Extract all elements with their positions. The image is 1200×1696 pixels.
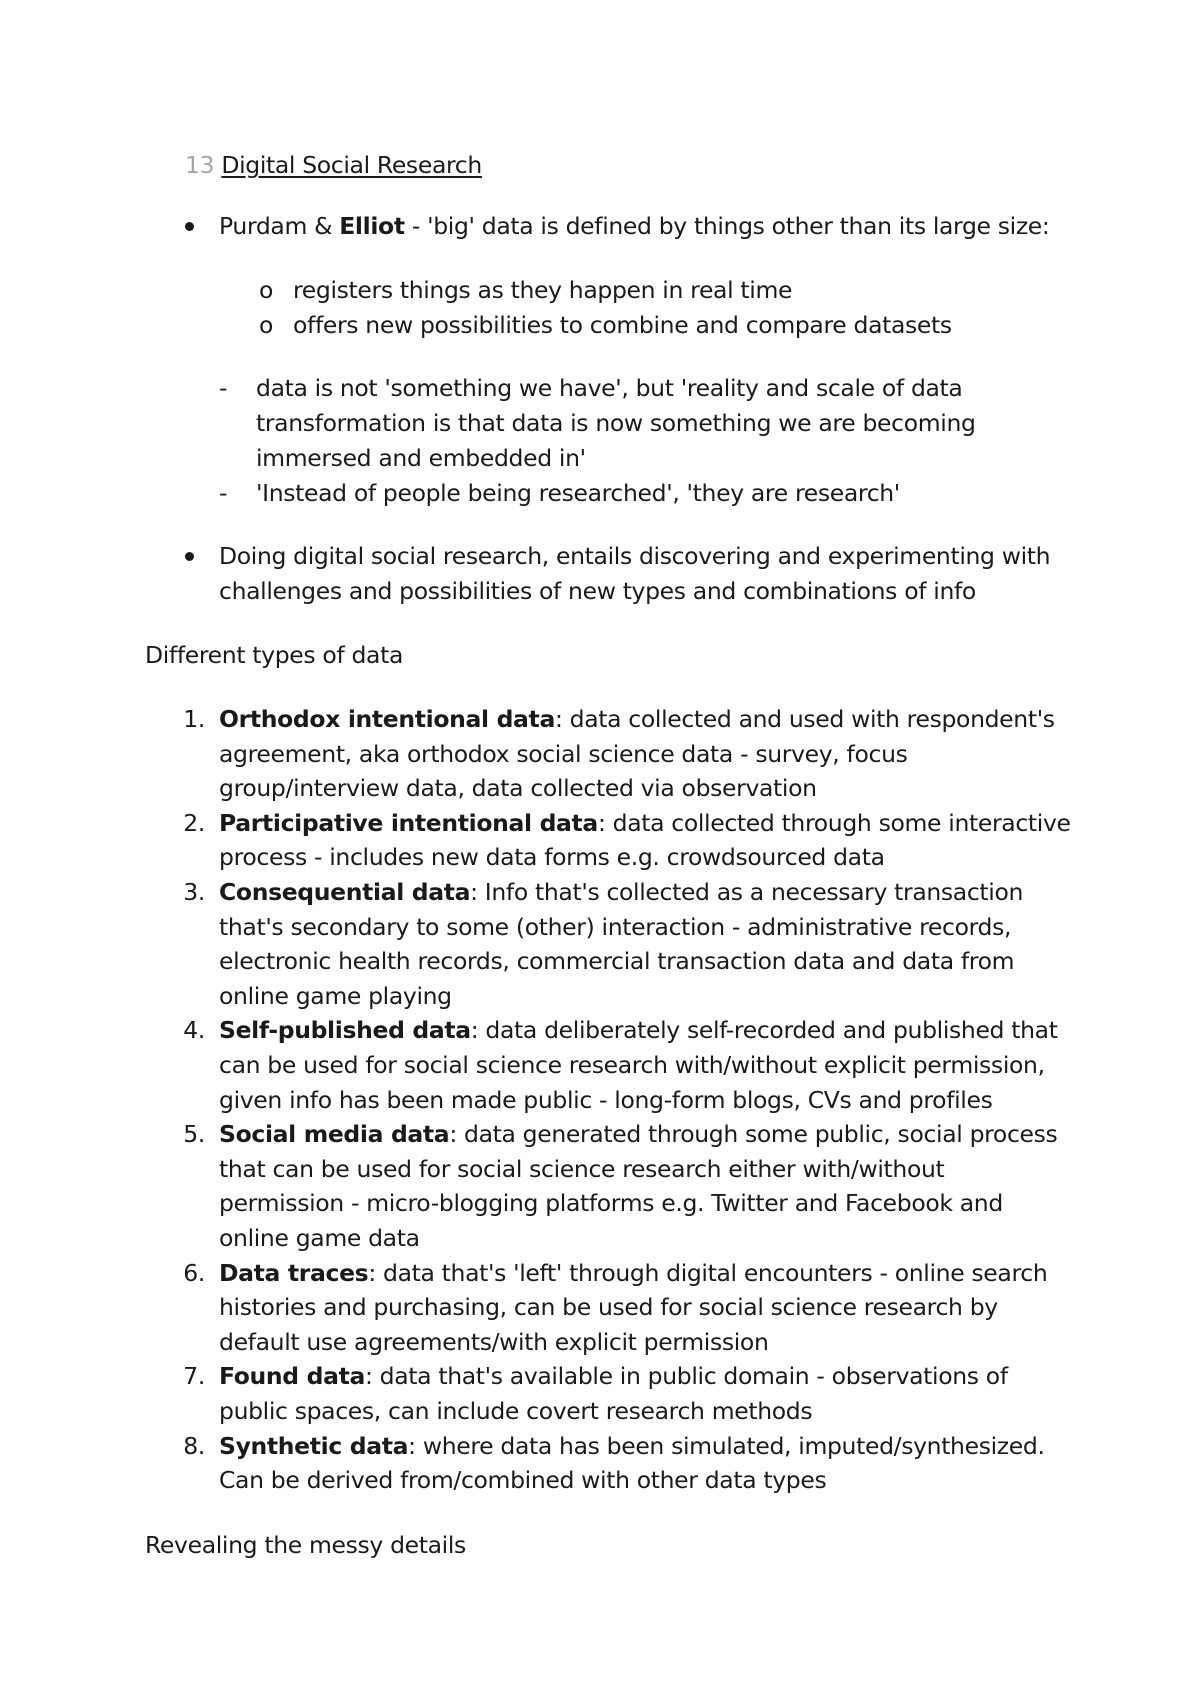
dash-item-line: transformation is that data is now something we are becoming: [256, 409, 976, 437]
list-number: 1.: [183, 705, 205, 733]
section-heading: Different types of data: [145, 641, 404, 669]
bold-term: Self-published data: [219, 1016, 471, 1045]
bullet-dot: [185, 552, 194, 561]
sub-list-item: registers things as they happen in real time: [293, 276, 793, 304]
bold-term: Synthetic data: [219, 1431, 409, 1460]
list-item: Found data: data that's available in public domain - observations of: [219, 1362, 1008, 1391]
bold-term: Social media data: [219, 1120, 450, 1149]
list-item: Social media data: data generated through some public, social process: [219, 1120, 1058, 1149]
list-number: 8.: [183, 1431, 205, 1460]
list-item-continuation: electronic health records, commercial transaction data and data from: [219, 947, 1015, 976]
bold-term: Found data: [219, 1362, 365, 1391]
bullet-item-line: Doing digital social research, entails discovering and experimenting with: [219, 542, 1051, 570]
sub-bullet-marker: o: [259, 311, 274, 339]
list-item-continuation: that's secondary to some (other) interaction - administrative records,: [219, 912, 1012, 941]
sub-bullet-marker: o: [259, 276, 274, 304]
page-title: Digital Social Research: [221, 151, 482, 179]
list-item-continuation: can be used for social science research with/without explicit permission,: [219, 1051, 1045, 1079]
section-heading: Revealing the messy details: [145, 1531, 466, 1559]
list-item: Data traces: data that's 'left' through digital encounters - online search: [219, 1258, 1048, 1287]
list-item-continuation: online game playing: [219, 981, 452, 1010]
list-item-continuation: that can be used for social science research either with/without: [219, 1154, 945, 1183]
dash-marker: -: [219, 374, 228, 402]
list-item: Participative intentional data: data collected through some interactive: [219, 808, 1071, 837]
list-item-continuation: default use agreements/with explicit permission: [219, 1327, 769, 1356]
heading: [185, 148, 482, 183]
list-item: Self-published data: data deliberately self-recorded and published that: [219, 1016, 1058, 1045]
list-item-continuation: agreement, aka orthodox social science data - survey, focus: [219, 739, 908, 768]
bullet-dot: [185, 222, 194, 231]
list-number: 7.: [183, 1362, 205, 1391]
dash-marker: -: [219, 479, 228, 507]
list-item-continuation: permission - micro-blogging platforms e.g. Twitter and Facebook and: [219, 1189, 1003, 1218]
dash-item-line: immersed and embedded in': [256, 444, 586, 472]
dash-item-line: data is not 'something we have', but 'reality and scale of data: [256, 374, 963, 402]
list-item-continuation: online game data: [219, 1224, 420, 1252]
list-item-continuation: given info has been made public - long-form blogs, CVs and profiles: [219, 1085, 993, 1114]
sub-list-item: offers new possibilities to combine and compare datasets: [293, 311, 952, 339]
list-number: 3.: [183, 878, 205, 906]
bold-term: Elliot: [339, 212, 405, 240]
list-item: Orthodox intentional data: data collected and used with respondent's: [219, 705, 1055, 733]
heading-number: 13: [185, 151, 215, 179]
bullet-item: Purdam & Elliot - 'big' data is defined by things other than its large size:: [219, 212, 1050, 240]
bullet-item-line: challenges and possibilities of new types and combinations of info: [219, 577, 976, 605]
list-number: 6.: [183, 1258, 205, 1287]
bold-term: Data traces: [219, 1258, 369, 1287]
list-number: 4.: [183, 1016, 205, 1045]
list-number: 5.: [183, 1120, 205, 1149]
bold-term: Participative intentional data: [219, 808, 598, 837]
list-number: 2.: [183, 808, 205, 837]
list-item: Synthetic data: where data has been simulated, imputed/synthesized.: [219, 1431, 1045, 1460]
dash-item-line: 'Instead of people being researched', 'they are research': [256, 479, 900, 507]
list-item-continuation: histories and purchasing, can be used for social science research by: [219, 1293, 998, 1322]
bold-term: Orthodox intentional data: [219, 705, 555, 733]
list-item-continuation: group/interview data, data collected via observation: [219, 774, 817, 803]
list-item-continuation: process - includes new data forms e.g. crowdsourced data: [219, 843, 885, 872]
bold-term: Consequential data: [219, 878, 471, 906]
list-item: Consequential data: Info that's collected as a necessary transaction: [219, 878, 1024, 906]
list-item-continuation: public spaces, can include covert research methods: [219, 1397, 813, 1425]
list-item-continuation: Can be derived from/combined with other data types: [219, 1466, 827, 1495]
